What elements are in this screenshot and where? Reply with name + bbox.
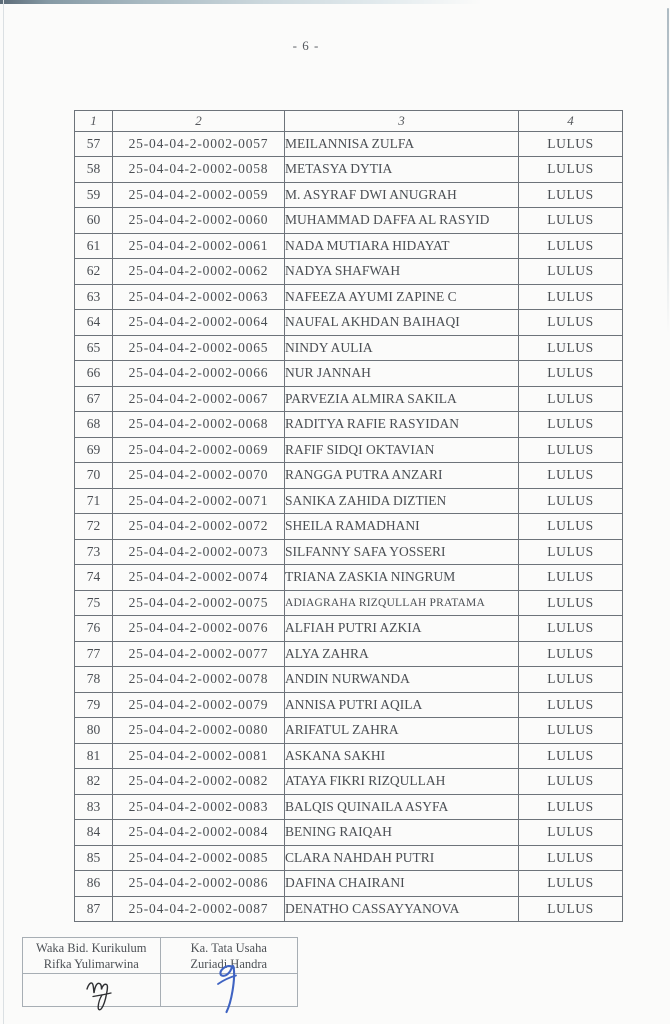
row-number-cell: 72 (75, 514, 113, 540)
student-name-cell: ARIFATUL ZAHRA (285, 718, 519, 744)
signature-cell-right (160, 938, 298, 1006)
row-number-cell: 75 (75, 590, 113, 616)
scan-artifact-left-edge (3, 0, 4, 1024)
table-row (75, 743, 623, 769)
status-cell: LULUS (519, 641, 623, 667)
student-name-cell: RANGGA PUTRA ANZARI (285, 463, 519, 489)
table-row (75, 488, 623, 514)
signature-block (22, 937, 298, 1007)
exam-code-cell: 25-04-04-2-0002-0060 (113, 208, 285, 234)
row-number-cell: 84 (75, 820, 113, 846)
student-name-cell: MEILANNISA ZULFA (285, 131, 519, 157)
table-row (75, 565, 623, 591)
exam-code-cell: 25-04-04-2-0002-0085 (113, 845, 285, 871)
table-row (75, 539, 623, 565)
row-number-cell: 60 (75, 208, 113, 234)
table-row (75, 718, 623, 744)
row-number-cell: 59 (75, 182, 113, 208)
status-cell: LULUS (519, 437, 623, 463)
student-name-cell: NADA MUTIARA HIDAYAT (285, 233, 519, 259)
exam-code-cell: 25-04-04-2-0002-0080 (113, 718, 285, 744)
exam-code-cell: 25-04-04-2-0002-0067 (113, 386, 285, 412)
exam-code-cell: 25-04-04-2-0002-0084 (113, 820, 285, 846)
student-name-cell: TRIANA ZASKIA NINGRUM (285, 565, 519, 591)
status-cell: LULUS (519, 182, 623, 208)
exam-code-cell: 25-04-04-2-0002-0068 (113, 412, 285, 438)
status-cell: LULUS (519, 794, 623, 820)
status-cell: LULUS (519, 335, 623, 361)
status-cell: LULUS (519, 692, 623, 718)
student-name-cell: NAFEEZA AYUMI ZAPINE C (285, 284, 519, 310)
student-name-cell: SANIKA ZAHIDA DIZTIEN (285, 488, 519, 514)
exam-code-cell: 25-04-04-2-0002-0072 (113, 514, 285, 540)
exam-code-cell: 25-04-04-2-0002-0076 (113, 616, 285, 642)
signer-left-title: Waka Bid. Kurikulum (36, 941, 147, 955)
student-name-cell: ATAYA FIKRI RIZQULLAH (285, 769, 519, 795)
exam-code-cell: 25-04-04-2-0002-0057 (113, 131, 285, 157)
student-name-cell: MUHAMMAD DAFFA AL RASYID (285, 208, 519, 234)
exam-code-cell: 25-04-04-2-0002-0086 (113, 871, 285, 897)
student-name-cell: ADIAGRAHA RIZQULLAH PRATAMA (285, 590, 519, 616)
table-row (75, 692, 623, 718)
row-number-cell: 80 (75, 718, 113, 744)
student-name-cell: RADITYA RAFIE RASYIDAN (285, 412, 519, 438)
status-cell: LULUS (519, 233, 623, 259)
status-cell: LULUS (519, 514, 623, 540)
exam-code-cell: 25-04-04-2-0002-0075 (113, 590, 285, 616)
status-cell: LULUS (519, 284, 623, 310)
student-name-cell: ALFIAH PUTRI AZKIA (285, 616, 519, 642)
student-name-cell: SILFANNY SAFA YOSSERI (285, 539, 519, 565)
row-number-cell: 71 (75, 488, 113, 514)
status-cell: LULUS (519, 131, 623, 157)
student-name-cell: ALYA ZAHRA (285, 641, 519, 667)
student-name-cell: DENATHO CASSAYYANOVA (285, 896, 519, 922)
row-number-cell: 61 (75, 233, 113, 259)
student-name-cell: CLARA NAHDAH PUTRI (285, 845, 519, 871)
row-number-cell: 66 (75, 361, 113, 387)
status-cell: LULUS (519, 871, 623, 897)
table-row (75, 131, 623, 157)
row-number-cell: 86 (75, 871, 113, 897)
row-number-cell: 65 (75, 335, 113, 361)
exam-code-cell: 25-04-04-2-0002-0066 (113, 361, 285, 387)
exam-code-cell: 25-04-04-2-0002-0058 (113, 157, 285, 183)
student-name-cell: ANDIN NURWANDA (285, 667, 519, 693)
exam-code-cell: 25-04-04-2-0002-0082 (113, 769, 285, 795)
exam-code-cell: 25-04-04-2-0002-0059 (113, 182, 285, 208)
table-row (75, 590, 623, 616)
table-row (75, 157, 623, 183)
table-row (75, 259, 623, 285)
signer-left-name: Rifka Yulimarwina (43, 957, 139, 971)
exam-code-cell: 25-04-04-2-0002-0079 (113, 692, 285, 718)
exam-code-cell: 25-04-04-2-0002-0069 (113, 437, 285, 463)
table-row (75, 437, 623, 463)
status-cell: LULUS (519, 488, 623, 514)
row-number-cell: 83 (75, 794, 113, 820)
student-name-cell: SHEILA RAMADHANI (285, 514, 519, 540)
table-row (75, 386, 623, 412)
table-row (75, 233, 623, 259)
status-cell: LULUS (519, 896, 623, 922)
row-number-cell: 62 (75, 259, 113, 285)
table-row (75, 208, 623, 234)
status-cell: LULUS (519, 208, 623, 234)
exam-code-cell: 25-04-04-2-0002-0078 (113, 667, 285, 693)
table-row (75, 896, 623, 922)
handwritten-signature-blue (209, 962, 249, 1020)
table-row (75, 641, 623, 667)
student-name-cell: NINDY AULIA (285, 335, 519, 361)
status-cell: LULUS (519, 463, 623, 489)
exam-code-cell: 25-04-04-2-0002-0071 (113, 488, 285, 514)
column-header-4: 4 (519, 111, 623, 132)
exam-code-cell: 25-04-04-2-0002-0083 (113, 794, 285, 820)
student-name-cell: NAUFAL AKHDAN BAIHAQI (285, 310, 519, 336)
exam-code-cell: 25-04-04-2-0002-0061 (113, 233, 285, 259)
table-row (75, 463, 623, 489)
row-number-cell: 73 (75, 539, 113, 565)
signer-right-title: Ka. Tata Usaha (190, 941, 267, 955)
row-number-cell: 57 (75, 131, 113, 157)
status-cell: LULUS (519, 565, 623, 591)
exam-code-cell: 25-04-04-2-0002-0065 (113, 335, 285, 361)
status-cell: LULUS (519, 259, 623, 285)
status-cell: LULUS (519, 157, 623, 183)
table-row (75, 667, 623, 693)
row-number-cell: 68 (75, 412, 113, 438)
table-row (75, 794, 623, 820)
row-number-cell: 58 (75, 157, 113, 183)
row-number-cell: 85 (75, 845, 113, 871)
results-table-body (75, 131, 623, 922)
student-name-cell: BALQIS QUINAILA ASYFA (285, 794, 519, 820)
row-number-cell: 77 (75, 641, 113, 667)
student-name-cell: NADYA SHAFWAH (285, 259, 519, 285)
exam-code-cell: 25-04-04-2-0002-0073 (113, 539, 285, 565)
student-name-cell: PARVEZIA ALMIRA SAKILA (285, 386, 519, 412)
student-name-cell: DAFINA CHAIRANI (285, 871, 519, 897)
table-row (75, 616, 623, 642)
exam-code-cell: 25-04-04-2-0002-0077 (113, 641, 285, 667)
column-header-1: 1 (75, 111, 113, 132)
exam-code-cell: 25-04-04-2-0002-0063 (113, 284, 285, 310)
row-number-cell: 69 (75, 437, 113, 463)
status-cell: LULUS (519, 539, 623, 565)
exam-code-cell: 25-04-04-2-0002-0087 (113, 896, 285, 922)
exam-code-cell: 25-04-04-2-0002-0062 (113, 259, 285, 285)
table-row (75, 310, 623, 336)
row-number-cell: 78 (75, 667, 113, 693)
exam-code-cell: 25-04-04-2-0002-0074 (113, 565, 285, 591)
table-row (75, 871, 623, 897)
table-row (75, 820, 623, 846)
status-cell: LULUS (519, 590, 623, 616)
column-header-2: 2 (113, 111, 285, 132)
signature-cell-left (23, 938, 160, 1006)
row-number-cell: 63 (75, 284, 113, 310)
column-header-3: 3 (285, 111, 519, 132)
student-name-cell: RAFIF SIDQI OKTAVIAN (285, 437, 519, 463)
status-cell: LULUS (519, 386, 623, 412)
student-name-cell: BENING RAIQAH (285, 820, 519, 846)
signer-left-labels (23, 938, 160, 974)
row-number-cell: 79 (75, 692, 113, 718)
student-name-cell: NUR JANNAH (285, 361, 519, 387)
exam-code-cell: 25-04-04-2-0002-0081 (113, 743, 285, 769)
row-number-cell: 67 (75, 386, 113, 412)
status-cell: LULUS (519, 845, 623, 871)
table-row (75, 412, 623, 438)
student-name-cell: M. ASYRAF DWI ANUGRAH (285, 182, 519, 208)
student-name-cell: ASKANA SAKHI (285, 743, 519, 769)
exam-code-cell: 25-04-04-2-0002-0070 (113, 463, 285, 489)
results-table (74, 110, 623, 922)
scan-artifact-top-edge (0, 0, 482, 4)
row-number-cell: 87 (75, 896, 113, 922)
student-name-cell: ANNISA PUTRI AQILA (285, 692, 519, 718)
exam-code-cell: 25-04-04-2-0002-0064 (113, 310, 285, 336)
table-row (75, 845, 623, 871)
table-row (75, 361, 623, 387)
signer-right-name: Zuriadi Handra (190, 957, 268, 971)
row-number-cell: 64 (75, 310, 113, 336)
row-number-cell: 81 (75, 743, 113, 769)
table-row (75, 335, 623, 361)
table-row (75, 769, 623, 795)
status-cell: LULUS (519, 412, 623, 438)
table-row (75, 182, 623, 208)
table-header-row (75, 111, 623, 132)
row-number-cell: 76 (75, 616, 113, 642)
status-cell: LULUS (519, 310, 623, 336)
row-number-cell: 82 (75, 769, 113, 795)
status-cell: LULUS (519, 743, 623, 769)
signature-area-left (23, 974, 160, 1006)
status-cell: LULUS (519, 718, 623, 744)
status-cell: LULUS (519, 820, 623, 846)
table-row (75, 514, 623, 540)
status-cell: LULUS (519, 667, 623, 693)
row-number-cell: 74 (75, 565, 113, 591)
scan-artifact-right-edge (667, 8, 669, 333)
status-cell: LULUS (519, 769, 623, 795)
page-number: - 6 - (292, 38, 320, 53)
status-cell: LULUS (519, 616, 623, 642)
handwritten-signature-black (85, 972, 125, 1018)
signature-area-right (161, 974, 298, 1006)
row-number-cell: 70 (75, 463, 113, 489)
status-cell: LULUS (519, 361, 623, 387)
student-name-cell: METASYA DYTIA (285, 157, 519, 183)
table-row (75, 284, 623, 310)
